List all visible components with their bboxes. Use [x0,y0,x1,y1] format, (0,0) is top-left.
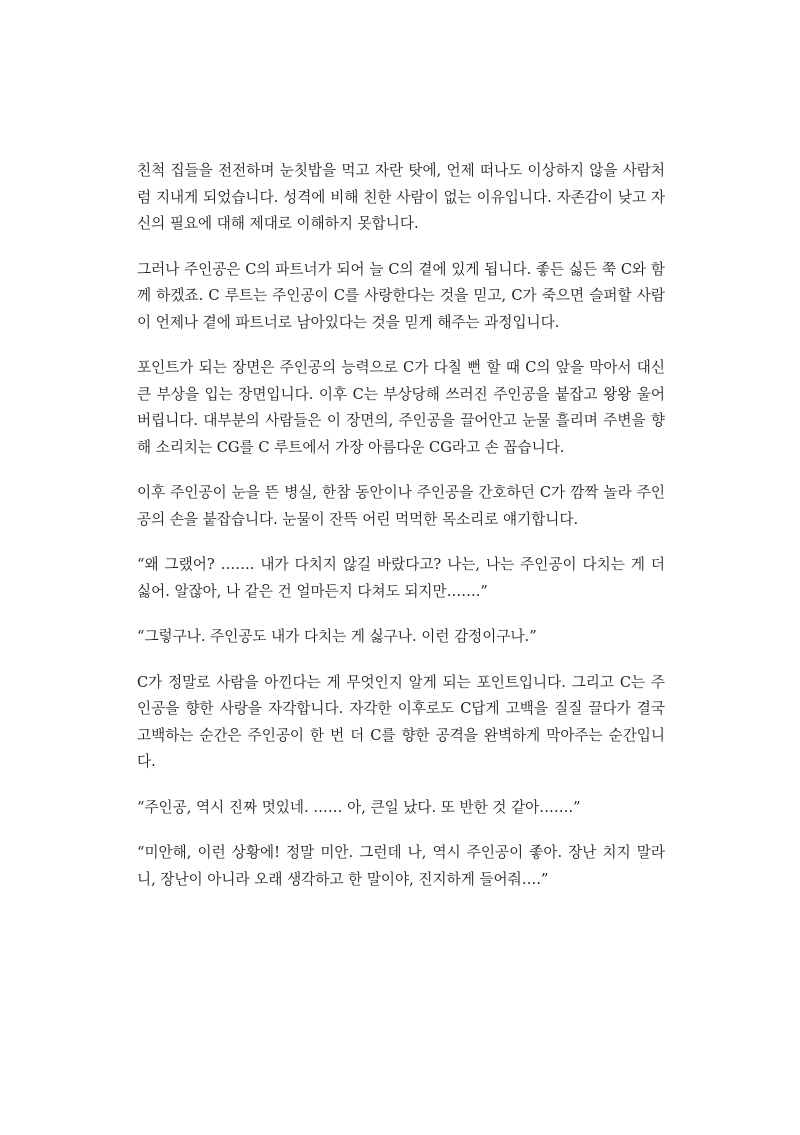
dialogue-quote-2: “그렇구나. 주인공도 내가 다치는 게 싫구나. 이런 감정이구나.” [137,628,537,645]
paragraph-background: 친척 집들을 전전하며 눈칫밥을 먹고 자란 탓에, 언제 떠나도 이상하지 않을 사람처럼 지내게 되었습니다. 성격에 비해 친한 사람이 없는 이유입니다. 자존감이 낮고 자신의 필요에 대해 제대로 이해하지 못합니다. [137,162,665,232]
paragraph-partner: 그러나 주인공은 C의 파트너가 되어 늘 C의 곁에 있게 됩니다. 좋든 싫든 쭉 C와 함께 하겠죠. C 루트는 주인공이 C를 사랑한다는 것을 믿고, C가 죽으면 슬퍼할 사람이 언제나 곁에 파트너로 남아있다는 것을 믿게 해주는 과정입니다. [137,260,665,331]
dialogue-quote-3: “주인공, 역시 진짜 멋있네. …… 아, 큰일 났다. 또 반한 것 같아…….” [137,798,581,816]
dialogue-quote-1: “왜 그랬어? ……. 내가 다치지 않길 바랐다고? 나는, 나는 주인공이 다치는 게 더 싫어. 알잖아, 나 같은 건 얼마든지 다쳐도 되지만…….” [137,556,665,600]
document-body [137,158,665,912]
paragraph-confession: C가 정말로 사람을 아낀다는 게 무엇인지 알게 되는 포인트입니다. 그리고 C는 주인공을 향한 사랑을 자각합니다. 자각한 이후로도 C답게 고백을 질질 끌다가 결국 고백하는 순간은 주인공이 한 번 더 C를 향한 공격을 완벽하게 막아주는 순간입니다. [137,673,665,770]
dialogue-quote-4: “미안해, 이런 상황에! 정말 미안. 그런데 나, 역시 주인공이 좋아. 장난 치지 말라니, 장난이 아니라 오래 생각하고 한 말이야, 진지하게 들어줘….” [137,844,665,888]
paragraph-hospital: 이후 주인공이 눈을 뜬 병실, 한참 동안이나 주인공을 간호하던 C가 깜짝 놀라 주인공의 손을 붙잡습니다. 눈물이 잔뜩 어린 먹먹한 목소리로 얘기합니다. [137,484,665,528]
paragraph-key-scene: 포인트가 되는 장면은 주인공의 능력으로 C가 다칠 뻔 할 때 C의 앞을 막아서 대신 큰 부상을 입는 장면입니다. 이후 C는 부상당해 쓰러진 주인공을 붙잡고 왕왕 울어버립니다. 대부분의 사람들은 이 장면의, 주인공을 끌어안고 눈물 흘리며 주변을 향해 소리치는 CG를 C 루트에서 가장 아름다운 CG라고 손 꼽습니다. [137,359,665,456]
